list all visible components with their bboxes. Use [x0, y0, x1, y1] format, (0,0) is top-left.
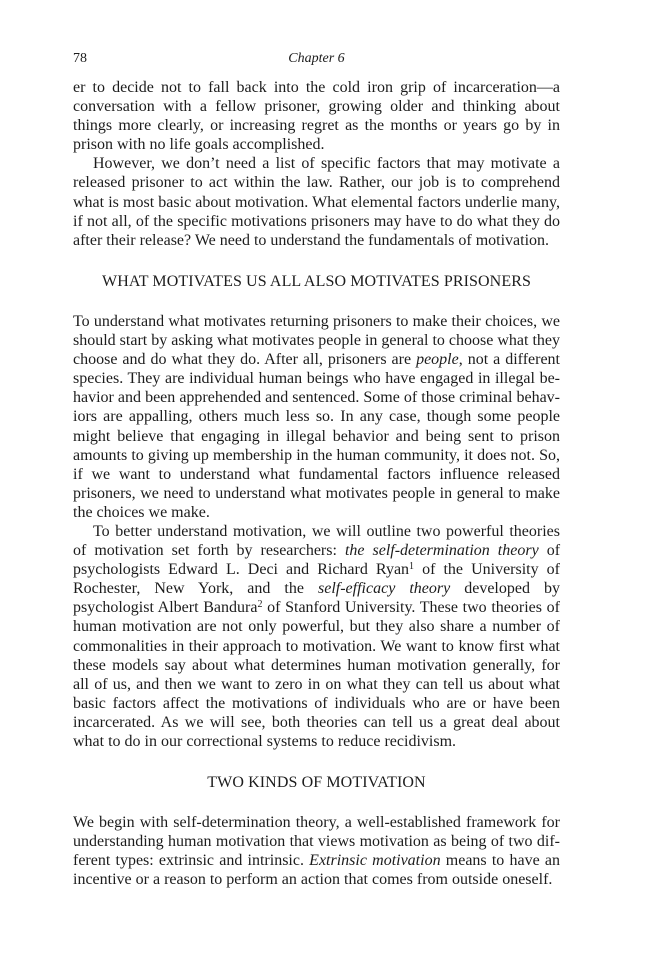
footnote-marker: 2 — [257, 599, 263, 611]
text-run: To better understand motivation, we will outline two powerful theories of motivation set forth by researchers: — [73, 522, 560, 560]
emphasis: people — [416, 351, 459, 369]
emphasis: the self-determination theory — [344, 542, 539, 560]
text-run: To understand what motivates returning prisoners to make their choices, we should start by asking what motivates people in general to choose what they choose and do what they do. After all, prisoners are — [73, 312, 560, 369]
paragraph — [73, 522, 560, 751]
text-run: of the University of Rochester, New York, and the — [73, 561, 561, 598]
paragraph: However, we don’t need a list of specific factors that may motivate a released prisoner to act within the law. Rather, our job is to comprehend what is most basic about motivation. What elemental factors underlie many, if not all, of the specific motivations prisoners may have to do what they do after their release? We need to understand the fundamentals of motivation. — [73, 155, 560, 249]
chapter-title: Chapter 6 — [288, 51, 345, 66]
text-run: developed by psychologist Albert Bandura — [73, 580, 560, 617]
text-run: means to have an incentive or a reason to perform an action that comes from outside oneself. — [73, 852, 561, 889]
text-run: of Stanford University. These two theories of human motivation are not only powerful, but they also share a number of commonalities in their approach to motivation. We want to know first what these models say about what determines human motivation generally, for all of us, and then we want to zero in on what they can tell us about what basic factors affect the motivations of individuals who are or have been incarcerated. As we will see, both theories can tell us a great deal about what to do in our correctional systems to reduce recidivism. — [73, 599, 560, 750]
emphasis: self-efficacy theory — [318, 580, 451, 598]
text-run: of psychologists Edward L. Deci and Richard Ryan — [73, 542, 561, 579]
section-heading: TWO KINDS OF MOTIVATION — [207, 774, 426, 792]
page-number: 78 — [73, 51, 87, 66]
running-head — [73, 48, 560, 70]
paragraph — [73, 312, 560, 522]
footnote-marker: 1 — [409, 561, 415, 573]
paragraph-continued: er to decide not to fall back into the cold iron grip of incarceration—a conversation with a fellow prisoner, growing older and thinking about things more clearly, or increasing regret as the months or years go by in prison with no life goals accomplished. — [73, 79, 560, 154]
text-run: , not a different species. They are individual human beings who have engaged in illegal behavior and been apprehended and sentenced. Some of those criminal behaviors are appalling, others much less so. In any case, though some people might believe that engaging in illegal behavior and being sent to prison amounts to giving up membership in the human community, it does not. So, if we want to understand what fundamental factors influence released prisoners, we need to understand what motivates people in general to make the choices we make. — [73, 351, 561, 521]
text-run: We begin with self-determination theory, a well-established framework for understanding human motivation that views motivation as being of two different types: extrinsic and intrinsic. — [73, 814, 560, 870]
book-page — [73, 48, 560, 890]
section-heading: WHAT MOTIVATES US ALL ALSO MOTIVATES PRISONERS — [102, 272, 531, 290]
paragraph — [73, 813, 560, 889]
emphasis: Extrinsic motivation — [309, 852, 441, 870]
